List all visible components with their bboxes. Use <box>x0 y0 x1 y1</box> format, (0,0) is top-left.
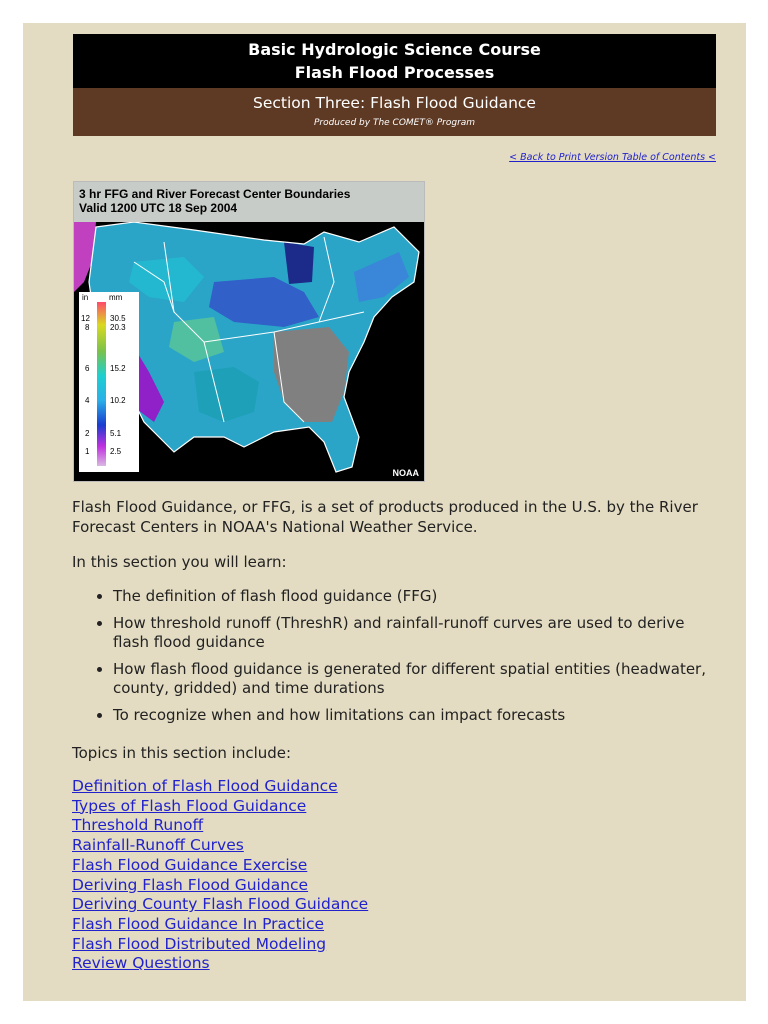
section-title: Section Three: Flash Flood Guidance <box>253 94 536 112</box>
objective-item: • How flash flood guidance is generated for different spatial entities (headwater, county, gridded) and time durations <box>113 660 722 698</box>
main-content <box>72 497 722 974</box>
topic-link-deriving-ffg[interactable]: Deriving Flash Flood Guidance <box>72 875 309 894</box>
noaa-logo: NOAA <box>392 468 419 478</box>
legend-in-label: 8 <box>85 323 90 332</box>
topic-link-types[interactable]: Types of Flash Flood Guidance <box>72 796 307 815</box>
legend-in-label: 4 <box>85 396 90 405</box>
map-title-line2: Valid 1200 UTC 18 Sep 2004 <box>79 201 238 215</box>
objective-item: • To recognize when and how limitations can impact forecasts <box>113 706 722 725</box>
topic-link-ffg-in-practice[interactable]: Flash Flood Guidance In Practice <box>72 914 325 933</box>
legend-unit-mm: mm <box>109 293 123 302</box>
produced-by: Produced by The COMET® Program <box>313 118 476 128</box>
course-header <box>73 34 716 136</box>
module-title: Flash Flood Processes <box>294 63 495 82</box>
legend-in-label: 1 <box>85 447 90 456</box>
objective-item: • How threshold runoff (ThreshR) and rainfall-runoff curves are used to derive flash flood guidance <box>113 614 722 652</box>
legend-mm-label: 20.3 <box>110 323 126 332</box>
legend-in-label: 12 <box>81 314 90 323</box>
topics-list <box>72 777 722 974</box>
legend-color-bar <box>97 302 106 466</box>
legend-mm-label: 2.5 <box>110 447 122 456</box>
legend-in-label: 2 <box>85 429 90 438</box>
legend-in-label: 6 <box>85 364 90 373</box>
objective-item: • The definition of flash flood guidance (FFG) <box>113 587 722 606</box>
topics-heading: Topics in this section include: <box>72 744 292 762</box>
topic-link-rainfall-runoff-curves[interactable]: Rainfall-Runoff Curves <box>72 836 244 855</box>
legend-mm-label: 15.2 <box>110 364 126 373</box>
page-container <box>23 23 746 1001</box>
topic-link-ffg-exercise[interactable]: Flash Flood Guidance Exercise <box>72 855 308 874</box>
course-title: Basic Hydrologic Science Course <box>248 40 541 59</box>
map-title <box>74 182 424 222</box>
back-to-toc-link[interactable]: < Back to Print Version Table of Contents < <box>509 152 716 163</box>
topic-link-distributed-modeling[interactable]: Flash Flood Distributed Modeling <box>72 934 327 953</box>
header-section-band <box>73 88 716 136</box>
topic-link-threshold-runoff[interactable]: Threshold Runoff <box>72 816 204 835</box>
intro-paragraph: Flash Flood Guidance, or FFG, is a set of products produced in the U.S. by the River Forecast Centers in NOAA's National Weather Service. <box>72 498 698 536</box>
legend-mm-label: 5.1 <box>110 429 122 438</box>
header-title-band <box>73 34 716 88</box>
topic-link-deriving-county-ffg[interactable]: Deriving County Flash Flood Guidance <box>72 895 369 914</box>
topic-link-definition[interactable]: Definition of Flash Flood Guidance <box>72 777 338 795</box>
topic-link-review-questions[interactable]: Review Questions <box>72 954 210 973</box>
legend-mm-label: 10.2 <box>110 396 126 405</box>
legend-mm-label: 30.5 <box>110 314 126 323</box>
map-legend <box>79 292 139 472</box>
objectives-list <box>72 587 722 725</box>
ffg-map-image <box>73 181 425 482</box>
legend-unit-in: in <box>82 293 89 302</box>
map-title-line1: 3 hr FFG and River Forecast Center Boundaries <box>79 187 351 201</box>
learn-heading: In this section you will learn: <box>72 553 287 571</box>
